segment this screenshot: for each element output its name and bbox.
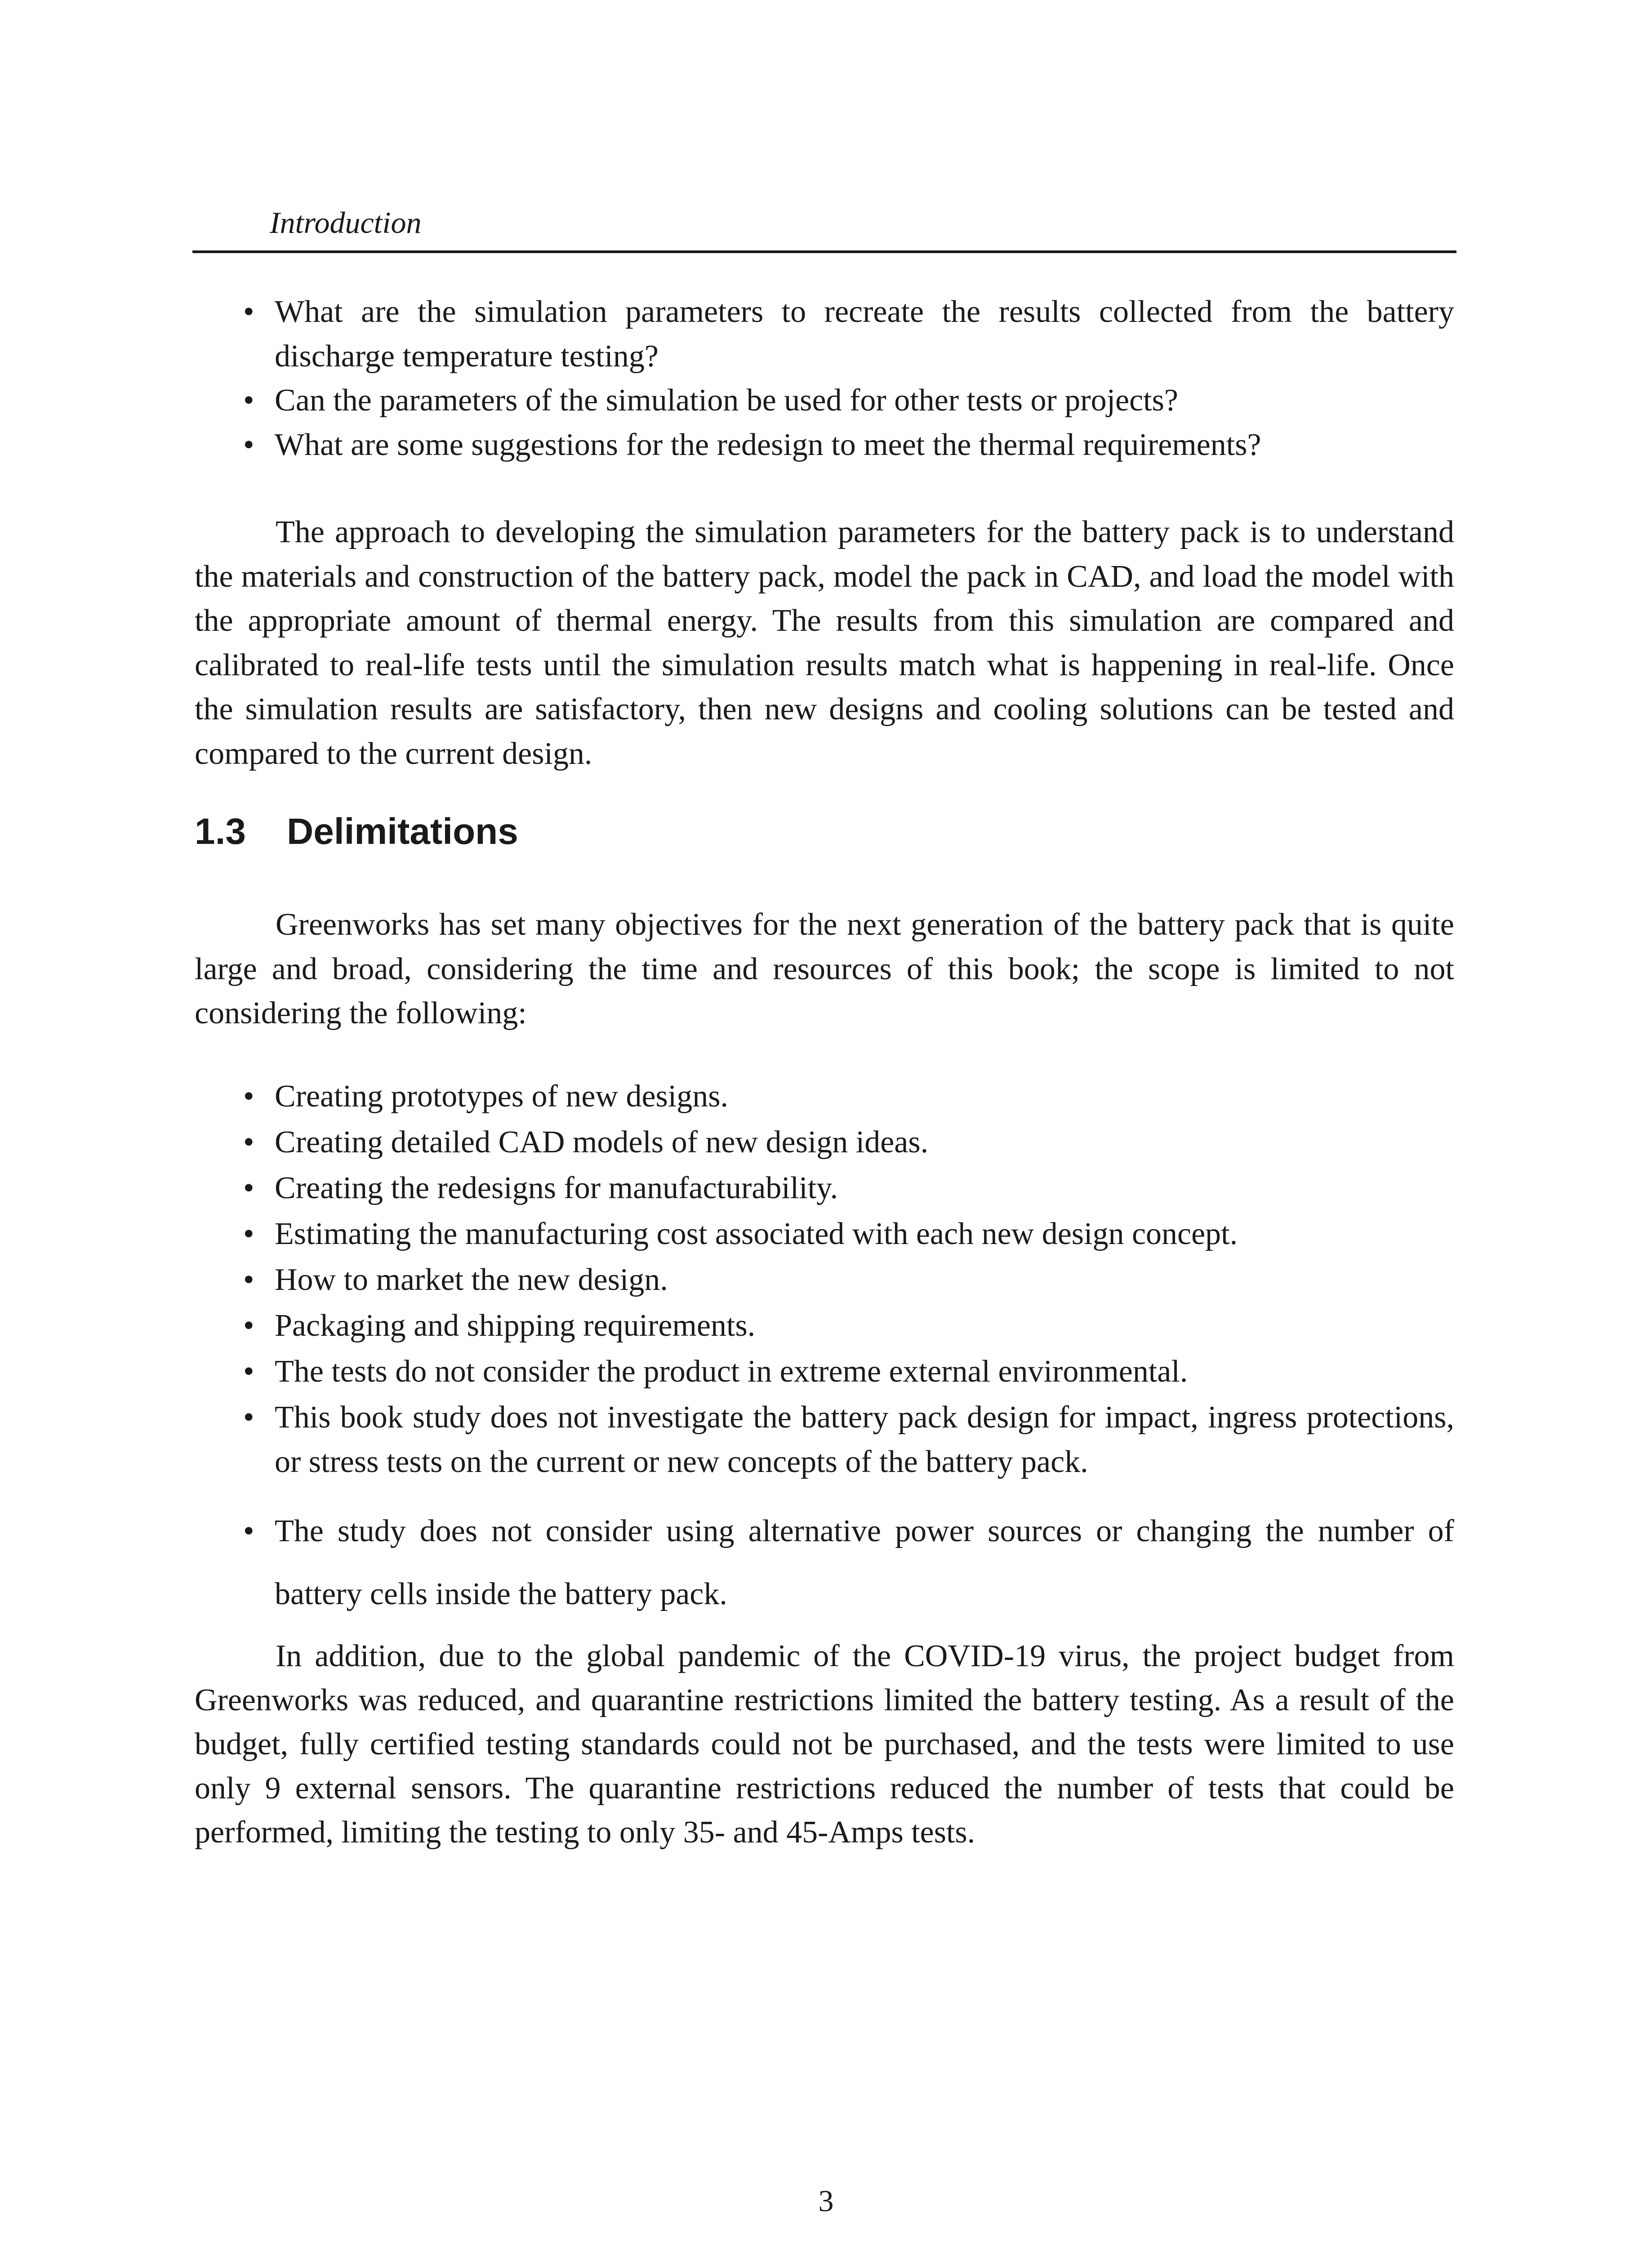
bullet-icon: •	[243, 1125, 254, 1160]
list-item	[195, 1258, 1454, 1304]
section-title: Delimitations	[287, 811, 518, 852]
list-item-text: Creating detailed CAD models of new design ideas.	[275, 1125, 929, 1160]
page-number: 3	[818, 2184, 834, 2218]
list-item-text: This book study does not investigate the battery pack design for impact, ingress protections, or stress tests on the current or new concepts of the battery pack.	[275, 1400, 1454, 1479]
addition-paragraph: In addition, due to the global pandemic of the COVID-19 virus, the project budget from Greenworks was reduced, and quarantine restrictions limited the battery testing. As a result of the budget, fully certified testing standards could not be purchased, and the tests were limited to use only 9 external sensors. The quarantine restrictions reduced the number of tests that could be performed, limiting the testing to only 35- and 45-Amps tests.	[195, 1639, 1454, 1850]
list-item	[195, 1396, 1454, 1503]
list-item	[195, 1350, 1454, 1396]
running-head: Introduction	[270, 205, 422, 240]
bullet-icon: •	[243, 1262, 254, 1297]
list-item-text: What are some suggestions for the redesign to meet the thermal requirements?	[275, 427, 1261, 462]
header-rule	[192, 250, 1456, 253]
intro-bullet-list	[195, 290, 1454, 467]
bullet-icon: •	[243, 1354, 254, 1389]
approach-paragraph: The approach to developing the simulation parameters for the battery pack is to understand the materials and construction of the battery pack, model the pack in CAD, and load the model with the appropriate amount of thermal energy. The results from this simulation are compared and calibrated to real-life tests until the simulation results match what is happening in real-life. Once the simulation results are satisfactory, then new designs and cooling solutions can be tested and compared to the current design.	[195, 515, 1454, 771]
bullet-icon: •	[243, 1217, 254, 1251]
list-item-text: How to market the new design.	[275, 1262, 668, 1297]
bullet-icon: •	[243, 1514, 254, 1548]
bullet-icon: •	[243, 1400, 254, 1435]
list-item	[195, 1304, 1454, 1350]
bullet-icon: •	[243, 383, 254, 418]
list-item-text: Packaging and shipping requirements.	[275, 1308, 756, 1343]
bullet-icon: •	[243, 427, 254, 462]
list-item	[195, 1212, 1454, 1258]
list-item-text: Can the parameters of the simulation be used for other tests or projects?	[275, 383, 1178, 418]
list-item-text: What are the simulation parameters to recreate the results collected from the battery discharge temperature testing?	[275, 294, 1454, 374]
list-item	[195, 290, 1454, 379]
bullet-icon: •	[243, 1308, 254, 1343]
list-item	[195, 1166, 1454, 1212]
list-item	[195, 379, 1454, 423]
list-item	[195, 423, 1454, 468]
list-item	[195, 1075, 1454, 1120]
section-number: 1.3	[195, 811, 246, 852]
list-item-text: Creating prototypes of new designs.	[275, 1079, 728, 1114]
approach-paragraph-block	[195, 510, 1454, 776]
list-item-text: The study does not consider using alternative power sources or changing the number of battery cells inside the battery pack.	[275, 1514, 1454, 1611]
addition-paragraph-block	[195, 1634, 1454, 1855]
list-item	[195, 1120, 1454, 1166]
section-heading	[195, 809, 518, 854]
list-item-text: Creating the redesigns for manufacturability.	[275, 1171, 838, 1205]
bullet-icon: •	[243, 1079, 254, 1114]
list-item	[195, 1500, 1454, 1626]
list-item-text: Estimating the manufacturing cost associated with each new design concept.	[275, 1217, 1238, 1251]
bullet-icon: •	[243, 294, 254, 329]
delimitations-intro-paragraph: Greenworks has set many objectives for the next generation of the battery pack that is quite large and broad, considering the time and resources of this book; the scope is limited to not considering the following:	[195, 907, 1454, 1030]
delimitations-intro-block	[195, 903, 1454, 1036]
bullet-icon: •	[243, 1171, 254, 1205]
list-item-text: The tests do not consider the product in extreme external environmental.	[275, 1354, 1188, 1389]
delimitations-bullet-list	[195, 1075, 1454, 1626]
